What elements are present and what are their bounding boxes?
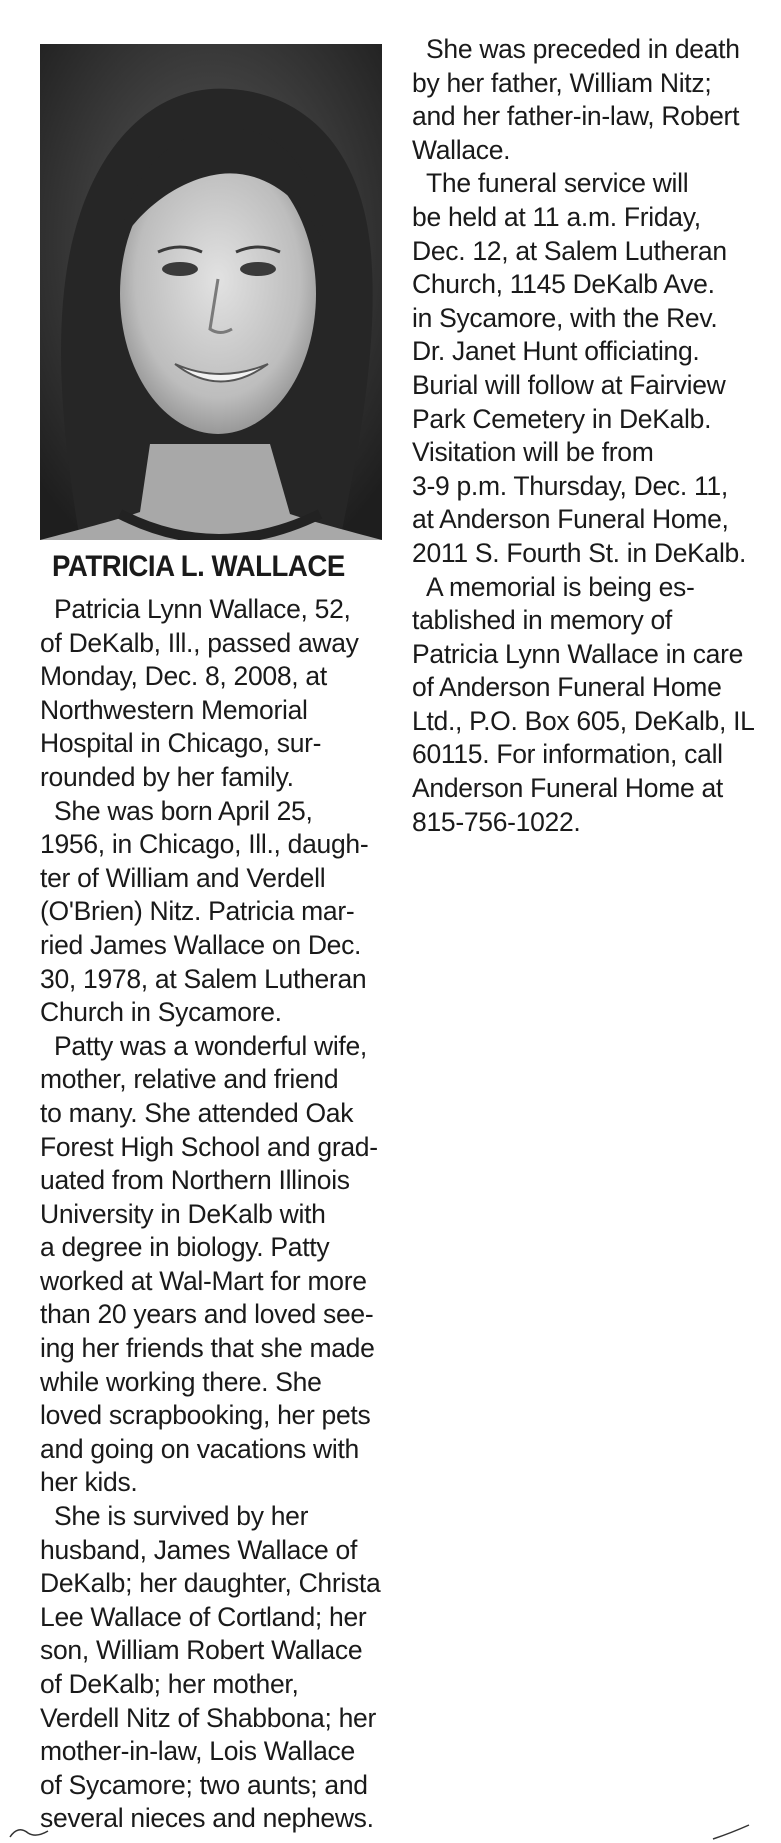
text-line: Forest High School and grad-: [40, 1131, 378, 1162]
text-line: 30, 1978, at Salem Lutheran: [40, 963, 367, 994]
text-line: Dr. Janet Hunt officiating.: [412, 336, 700, 367]
text-line: of DeKalb, Ill., passed away: [40, 627, 359, 658]
text-line: by her father, William Nitz;: [412, 67, 712, 98]
text-line: husband, James Wallace of: [40, 1534, 358, 1565]
text-line: uated from Northern Illinois: [40, 1165, 350, 1196]
text-line: ried James Wallace on Dec.: [40, 929, 362, 960]
text-line: rounded by her family.: [40, 761, 294, 792]
text-line: of Anderson Funeral Home: [412, 672, 722, 703]
text-line: mother-in-law, Lois Wallace: [40, 1736, 355, 1767]
text-line: Park Cemetery in DeKalb.: [412, 403, 712, 434]
text-line: son, William Robert Wallace: [40, 1635, 363, 1666]
text-line: Church in Sycamore.: [40, 997, 282, 1028]
text-line: ter of William and Verdell: [40, 862, 326, 893]
text-line: worked at Wal-Mart for more: [40, 1265, 367, 1296]
text-line: her kids.: [40, 1467, 138, 1498]
portrait-illustration: [40, 44, 382, 540]
right-column-text: [412, 33, 772, 839]
text-line: to many. She attended Oak: [40, 1097, 354, 1128]
text-line: Church, 1145 DeKalb Ave.: [412, 269, 715, 300]
text-line: than 20 years and loved see-: [40, 1299, 374, 1330]
text-line: ing her friends that she made: [40, 1333, 375, 1364]
text-line: 815-756-1022.: [412, 806, 581, 837]
text-line: 60115. For information, call: [412, 739, 723, 770]
text-line: tablished in memory of: [412, 605, 672, 636]
text-line: Visitation will be from: [412, 437, 654, 468]
text-line: Anderson Funeral Home at: [412, 773, 723, 804]
text-line: Patty was a wonderful wife,: [54, 1030, 367, 1061]
text-line: of DeKalb; her mother,: [40, 1669, 299, 1699]
text-line: several nieces and nephews.: [40, 1803, 374, 1834]
text-line: loved scrapbooking, her pets: [40, 1400, 371, 1431]
text-line: Verdell Nitz of Shabbona; her: [40, 1702, 377, 1733]
text-line: DeKalb; her daughter, Christa: [40, 1568, 381, 1599]
text-line: The funeral service will: [426, 168, 689, 199]
text-line: Burial will follow at Fairview: [412, 369, 726, 400]
text-line: be held at 11 a.m. Friday,: [412, 201, 701, 232]
text-line: Patricia Lynn Wallace, 52,: [54, 594, 351, 624]
text-line: She was preceded in death: [426, 34, 740, 64]
text-line: Monday, Dec. 8, 2008, at: [40, 661, 327, 692]
text-line: A memorial is being es-: [426, 571, 695, 602]
text-line: Dec. 12, at Salem Lutheran: [412, 235, 727, 266]
text-line: University in DeKalb with: [40, 1198, 326, 1229]
text-line: a degree in biology. Patty: [40, 1232, 330, 1263]
text-line: (O'Brien) Nitz. Patricia mar-: [40, 896, 355, 927]
text-line: Lee Wallace of Cortland; her: [40, 1601, 367, 1632]
text-line: while working there. She: [40, 1366, 322, 1397]
text-line: Northwestern Memorial: [40, 694, 308, 725]
left-column-text: [40, 593, 385, 1836]
margin-scribble: [711, 1823, 751, 1841]
text-line: Patricia Lynn Wallace in care: [412, 638, 744, 669]
text-line: Hospital in Chicago, sur-: [40, 728, 322, 759]
text-line: mother, relative and friend: [40, 1064, 339, 1095]
text-line: in Sycamore, with the Rev.: [412, 302, 718, 333]
text-line: 1956, in Chicago, Ill., daugh-: [40, 829, 369, 860]
text-line: and her father-in-law, Robert: [412, 101, 740, 132]
text-line: and going on vacations with: [40, 1433, 359, 1464]
text-line: Wallace.: [412, 134, 511, 165]
text-line: at Anderson Funeral Home,: [412, 504, 729, 535]
text-line: Ltd., P.O. Box 605, DeKalb, IL: [412, 705, 755, 736]
text-line: She was born April 25,: [54, 795, 313, 826]
text-line: She is survived by her: [54, 1501, 309, 1532]
margin-scribble: [8, 1825, 58, 1839]
text-line: 2011 S. Fourth St. in DeKalb.: [412, 537, 747, 568]
text-line: 3-9 p.m. Thursday, Dec. 11,: [412, 470, 728, 501]
text-line: of Sycamore; two aunts; and: [40, 1769, 368, 1800]
obituary-name: PATRICIA L. WALLACE: [52, 550, 345, 583]
portrait-photo: [40, 44, 382, 540]
